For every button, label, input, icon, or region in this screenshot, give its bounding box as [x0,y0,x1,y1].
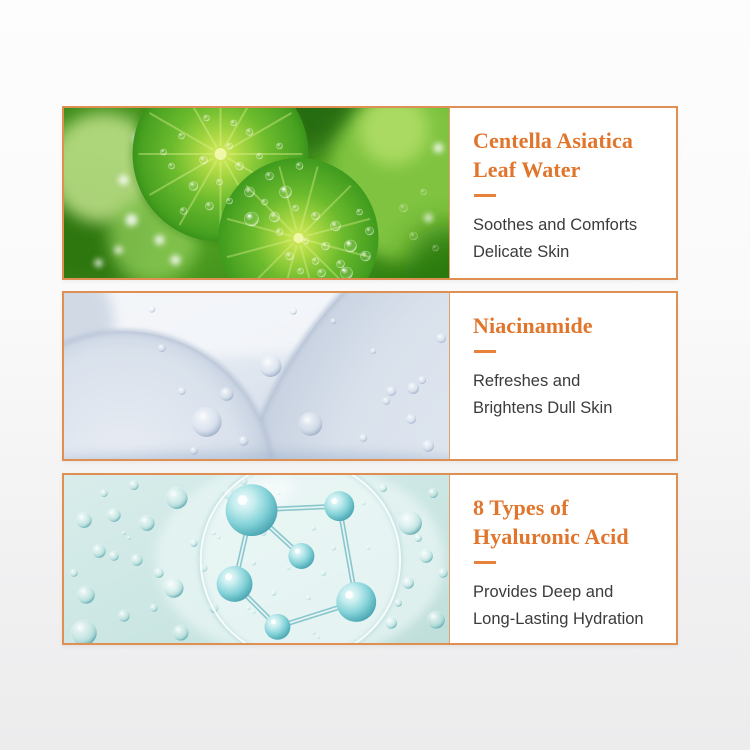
ingredient-panel-centella [62,106,678,280]
panel-title [473,311,668,340]
niacinamide-text-block [450,293,676,459]
panel-description [473,212,668,266]
title-line: Hyaluronic Acid [473,524,629,549]
description-line: Brightens Dull Skin [473,399,613,417]
title-divider [474,561,496,564]
panel-title [473,493,668,551]
centella-leaf-photo [64,108,450,278]
title-divider [474,194,496,197]
title-line: Centella Asiatica [473,128,633,153]
ingredient-panel-hyaluronic-acid [62,473,678,645]
description-line: Provides Deep and [473,583,614,601]
centella-leaf-image [64,108,449,278]
panel-description [473,579,668,633]
hyaluronic-text-block [450,475,676,643]
hyaluronic-molecule-image [64,475,449,643]
niacinamide-photo [64,293,450,459]
centella-text-block [450,108,676,278]
title-divider [474,350,496,353]
ingredient-panel-niacinamide [62,291,678,461]
title-line: 8 Types of [473,495,569,520]
description-line: Long-Lasting Hydration [473,610,644,628]
title-line: Leaf Water [473,157,581,182]
panel-description [473,368,668,422]
title-line: Niacinamide [473,313,593,338]
panel-title [473,126,668,184]
hyaluronic-acid-photo [64,475,450,643]
niacinamide-bubbles-image [64,293,449,459]
description-line: Soothes and Comforts [473,216,638,234]
description-line: Delicate Skin [473,243,570,261]
description-line: Refreshes and [473,372,581,390]
